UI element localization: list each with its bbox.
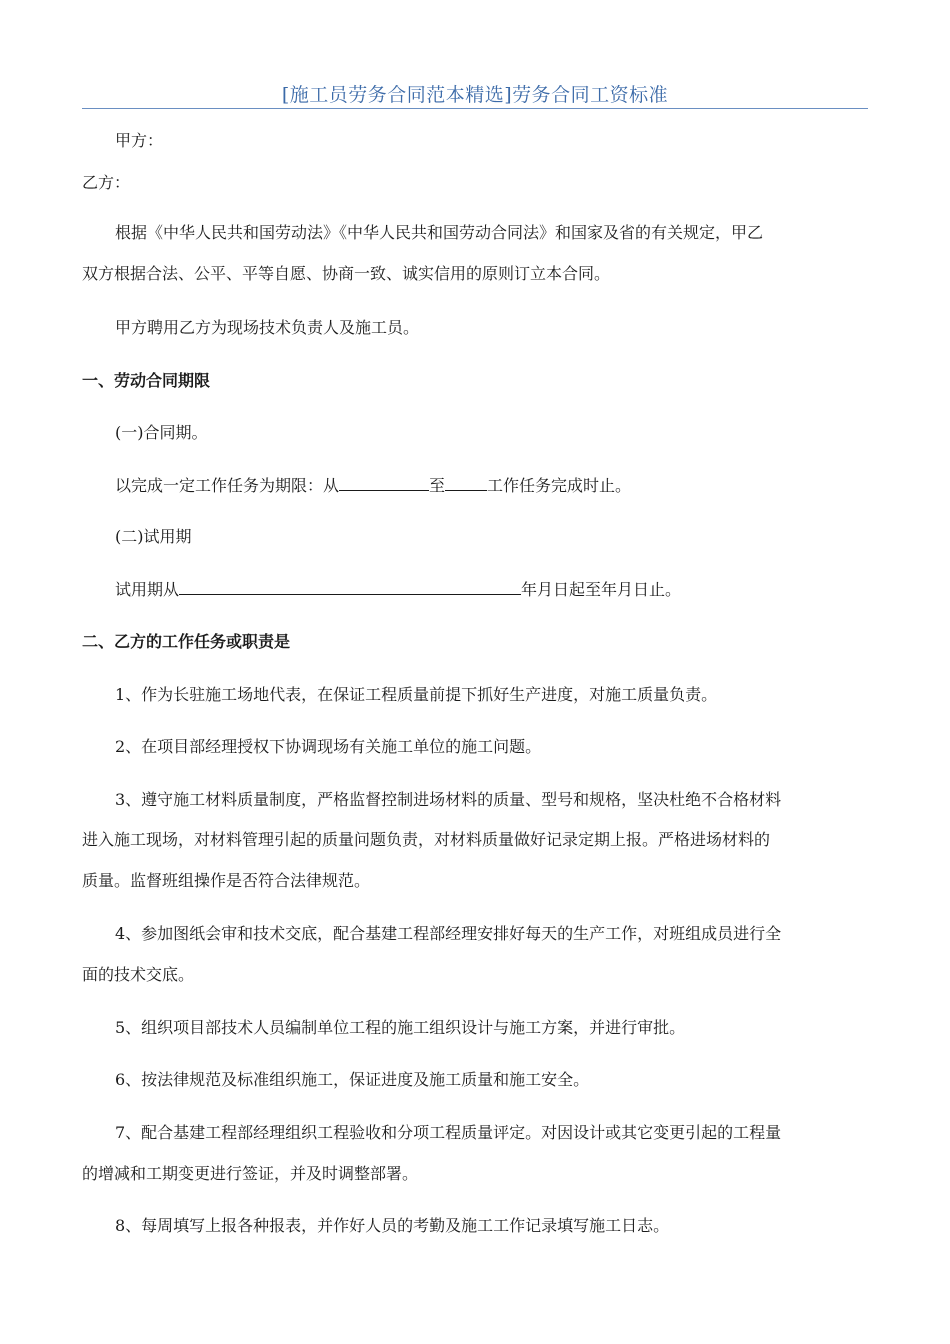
party-b-label: 乙方： xyxy=(82,173,131,192)
duty-item-7-line-2: 的增减和工期变更进行签证，并及时调整部署。 xyxy=(82,1164,419,1183)
probation-label: (二)试用期 xyxy=(115,527,192,546)
document-title: [施工员劳务合同范本精选]劳务合同工资标准 xyxy=(281,84,669,106)
contract-term-line xyxy=(115,475,868,496)
probation-suffix: 年月日起至年月日止。 xyxy=(521,580,682,599)
duty-item-7-line-1: 7、配合基建工程部经理组织工程验收和分项工程质量评定。对因设计或其它变更引起的工程量 xyxy=(115,1123,782,1142)
section-2-heading: 二、乙方的工作任务或职责是 xyxy=(82,632,291,651)
probation-prefix: 试用期从 xyxy=(115,580,180,599)
duty-item-4-line-1: 4、参加图纸会审和技术交底，配合基建工程部经理安排好每天的生产工作，对班组成员进行全 xyxy=(115,924,782,943)
duty-item-6: 6、按法律规范及标准组织施工，保证进度及施工质量和施工安全。 xyxy=(115,1070,590,1089)
section-1-heading: 一、劳动合同期限 xyxy=(82,371,211,390)
contract-term-middle: 至 xyxy=(429,476,446,495)
end-date-blank xyxy=(445,475,487,491)
duty-item-3-line-2: 进入施工现场，对材料管理引起的质量问题负责，对材料质量做好记录定期上报。严格进场材料的 xyxy=(82,830,771,849)
duty-item-3-line-3: 质量。监督班组操作是否符合法律规范。 xyxy=(82,871,371,890)
duty-item-3-line-1: 3、遵守施工材料质量制度，严格监督控制进场材料的质量、型号和规格，坚决杜绝不合格材料 xyxy=(115,790,782,809)
probation-blank xyxy=(179,579,521,595)
contract-term-prefix: 以完成一定工作任务为期限：从 xyxy=(115,476,340,495)
title-divider xyxy=(82,108,868,109)
probation-line xyxy=(115,579,868,600)
duty-item-4-line-2: 面的技术交底。 xyxy=(82,965,195,984)
start-date-blank xyxy=(339,475,429,491)
preamble-line-2: 双方根据合法、公平、平等自愿、协商一致、诚实信用的原则订立本合同。 xyxy=(82,264,611,283)
preamble-line-1: 根据《中华人民共和国劳动法》《中华人民共和国劳动合同法》和国家及省的有关规定，甲乙 xyxy=(115,223,764,242)
contract-term-label: (一)合同期。 xyxy=(115,423,208,442)
contract-term-suffix: 工作任务完成时止。 xyxy=(487,476,632,495)
duty-item-1: 1、作为长驻施工场地代表，在保证工程质量前提下抓好生产进度，对施工质量负责。 xyxy=(115,685,718,704)
duty-item-5: 5、组织项目部技术人员编制单位工程的施工组织设计与施工方案，并进行审批。 xyxy=(115,1018,686,1037)
duty-item-2: 2、在项目部经理授权下协调现场有关施工单位的施工问题。 xyxy=(115,737,542,756)
duty-item-8: 8、每周填写上报各种报表，并作好人员的考勤及施工工作记录填写施工日志。 xyxy=(115,1216,670,1235)
appointment-paragraph: 甲方聘用乙方为现场技术负责人及施工员。 xyxy=(115,318,420,337)
party-a-label: 甲方： xyxy=(115,131,164,150)
